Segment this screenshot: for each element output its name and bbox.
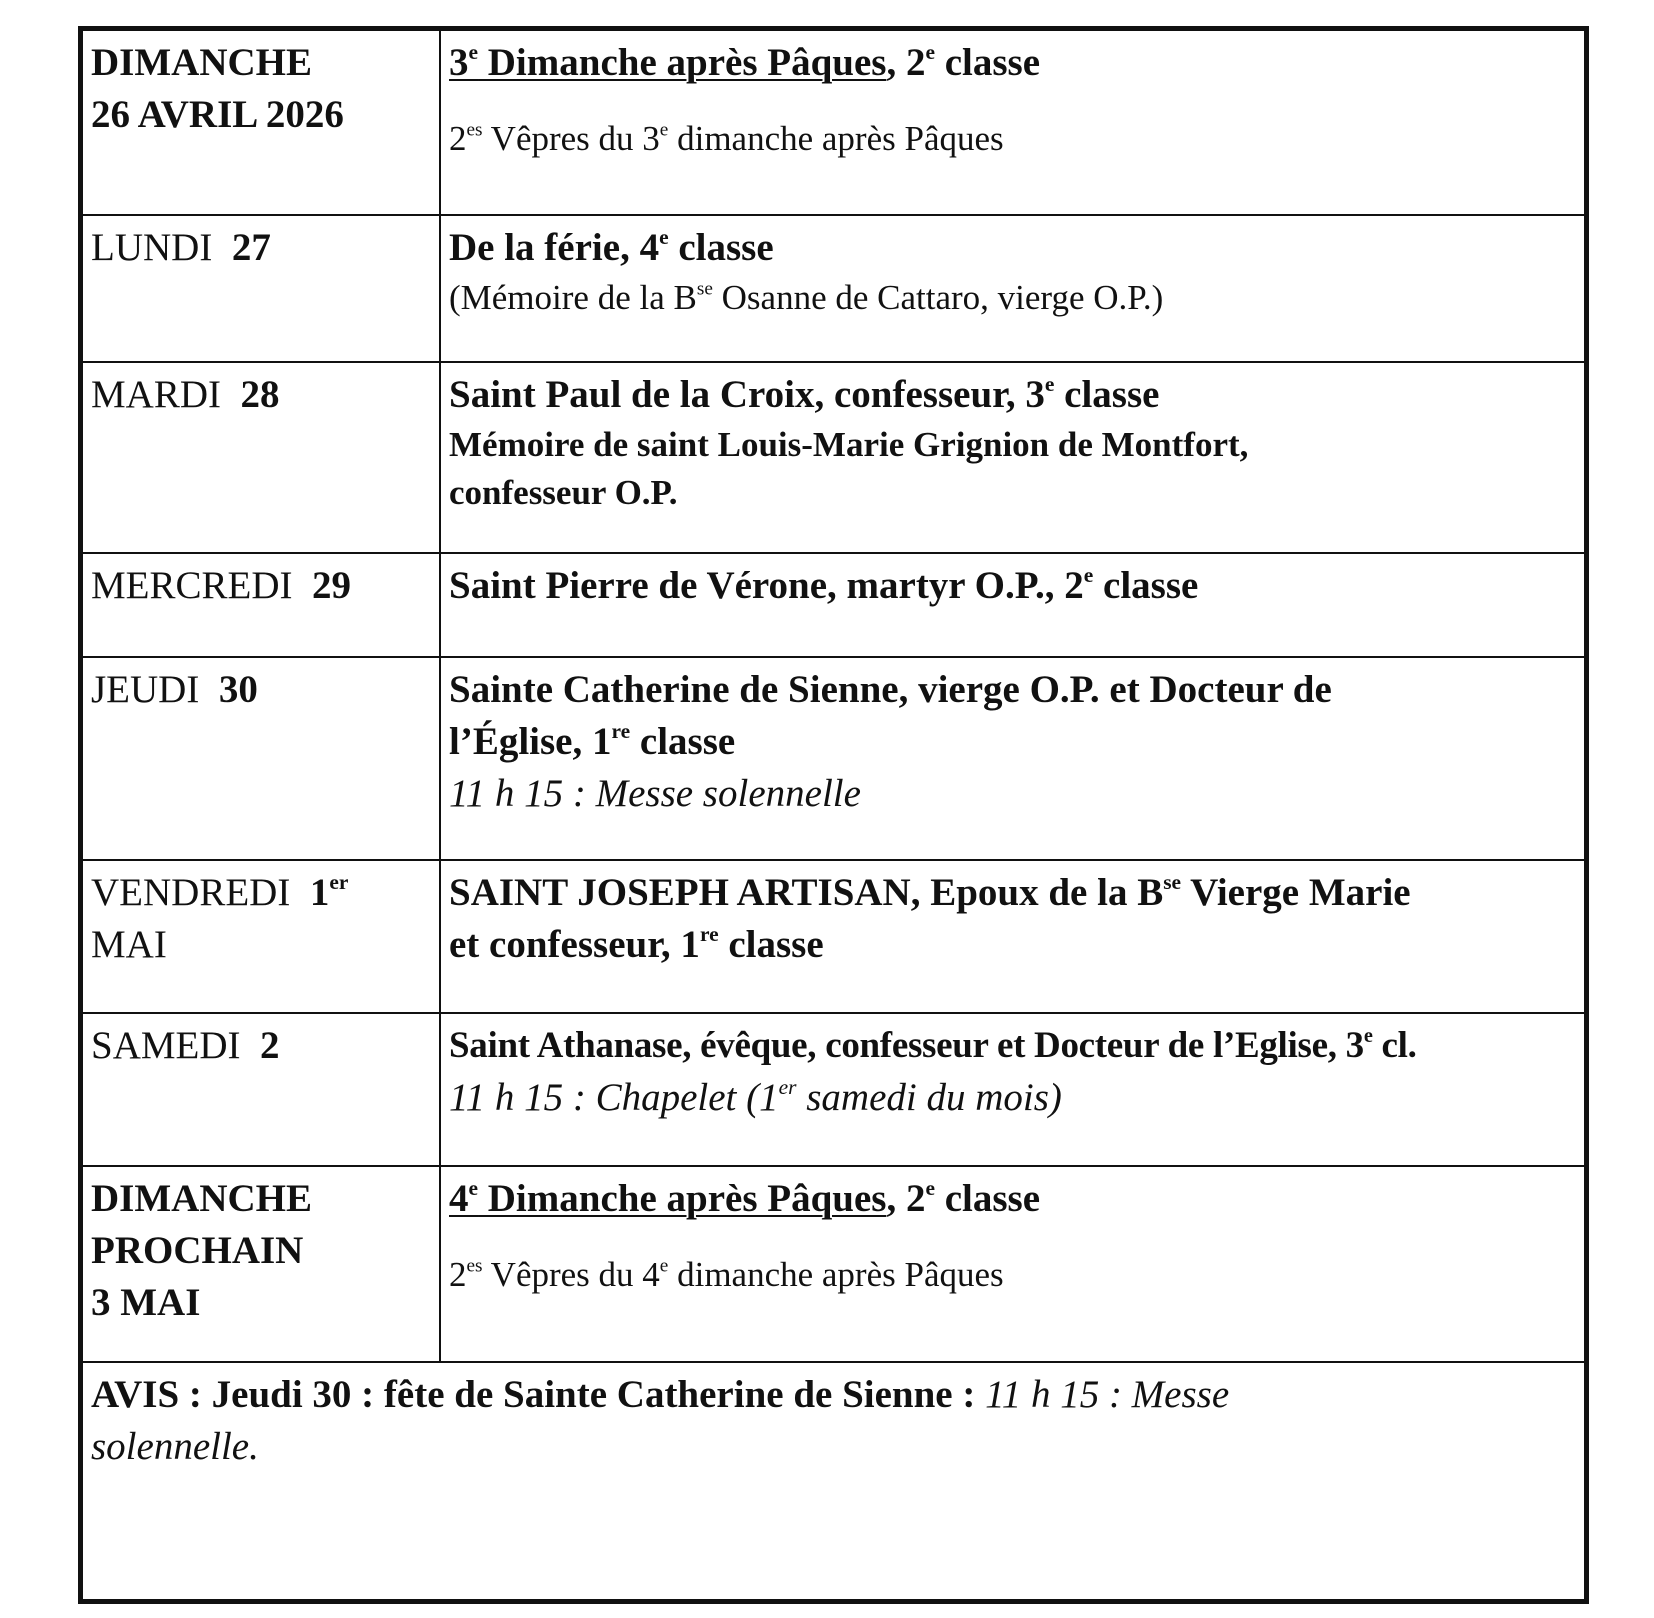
schedule-note: 11 h 15 : Chapelet (1er samedi du mois) <box>449 1074 1062 1119</box>
memorial-note: (Mémoire de la $B^{se}$ Osanne de Cattaro, vierge O.P.) <box>449 278 1164 317</box>
event-cell <box>440 1013 1584 1166</box>
event-cell <box>440 362 1584 553</box>
day-cell <box>83 1013 440 1166</box>
day-name: DIMANCHE <box>91 41 312 84</box>
calendar-frame <box>78 26 1589 1604</box>
notice-text: AVIS : Jeudi 30 : fête de Sainte Catherine de Sienne : 11 h 15 : Messe <box>91 1373 1230 1416</box>
day-number: 30 <box>218 668 258 711</box>
calendar-row <box>83 362 1584 553</box>
day-date: 3 MAI <box>91 1281 201 1324</box>
day-name: MERCREDI <box>91 564 293 607</box>
event-title: Sainte Catherine de Sienne, vierge O.P. et Docteur de l’Église, 1re classe <box>449 668 1332 763</box>
notice-cell <box>83 1362 1584 1599</box>
event-title: SAINT JOSEPH ARTISAN, Epoux de la $B^{se}$ Vierge Marie et confesseur, 1re classe <box>449 869 1411 966</box>
day-name: SAMEDI <box>91 1024 241 1067</box>
day-month: MAI <box>91 923 167 966</box>
day-cell <box>83 362 440 553</box>
event-cell <box>440 553 1584 657</box>
event-cell <box>440 860 1584 1013</box>
day-name: JEUDI <box>91 668 200 711</box>
day-name: DIMANCHE <box>91 1177 312 1220</box>
calendar-row <box>83 215 1584 362</box>
day-cell <box>83 553 440 657</box>
day-number: 29 <box>312 564 352 607</box>
day-number: 28 <box>240 373 280 416</box>
notice-text-continued: solennelle. <box>91 1425 259 1468</box>
day-cell <box>83 860 440 1013</box>
day-number: 27 <box>231 226 271 269</box>
day-number: 1er <box>309 869 349 914</box>
event-title: Saint Athanase, évêque, confesseur et Docteur de l’Eglise, 3e cl. <box>449 1024 1417 1066</box>
event-title: 3e Dimanche après Pâques, 2e classe <box>449 39 1041 84</box>
day-date: 26 AVRIL 2026 <box>91 93 344 136</box>
day-cell <box>83 31 440 215</box>
day-name: VENDREDI <box>91 871 291 914</box>
event-title: De la férie, 4e classe <box>449 224 774 269</box>
event-cell <box>440 657 1584 860</box>
event-title: 4e Dimanche après Pâques, 2e classe <box>449 1175 1041 1220</box>
vespers-note: $2^{es}$ Vêpres du 3e dimanche après Pâques <box>449 119 1004 158</box>
calendar-row <box>83 657 1584 860</box>
event-title: Saint Paul de la Croix, confesseur, 3e classe <box>449 371 1160 416</box>
day-number: 2 <box>260 1024 280 1067</box>
day-cell <box>83 1166 440 1362</box>
notice-row <box>83 1362 1584 1599</box>
liturgical-calendar-table <box>83 31 1584 1599</box>
calendar-row <box>83 553 1584 657</box>
event-cell <box>440 215 1584 362</box>
day-cell <box>83 215 440 362</box>
vespers-note: $2^{es}$ Vêpres du 4e dimanche après Pâques <box>449 1255 1004 1294</box>
calendar-row <box>83 860 1584 1013</box>
day-cell <box>83 657 440 860</box>
memorial-note: Mémoire de saint Louis-Marie Grignion de Montfort, confesseur O.P. <box>449 425 1249 512</box>
calendar-row <box>83 31 1584 215</box>
schedule-note: 11 h 15 : Messe solennelle <box>449 772 861 815</box>
day-qualifier: PROCHAIN <box>91 1229 304 1272</box>
calendar-row <box>83 1166 1584 1362</box>
day-name: LUNDI <box>91 226 213 269</box>
event-title: Saint Pierre de Vérone, martyr O.P., 2e classe <box>449 562 1199 607</box>
event-cell <box>440 31 1584 215</box>
event-cell <box>440 1166 1584 1362</box>
calendar-row <box>83 1013 1584 1166</box>
day-name: MARDI <box>91 373 222 416</box>
